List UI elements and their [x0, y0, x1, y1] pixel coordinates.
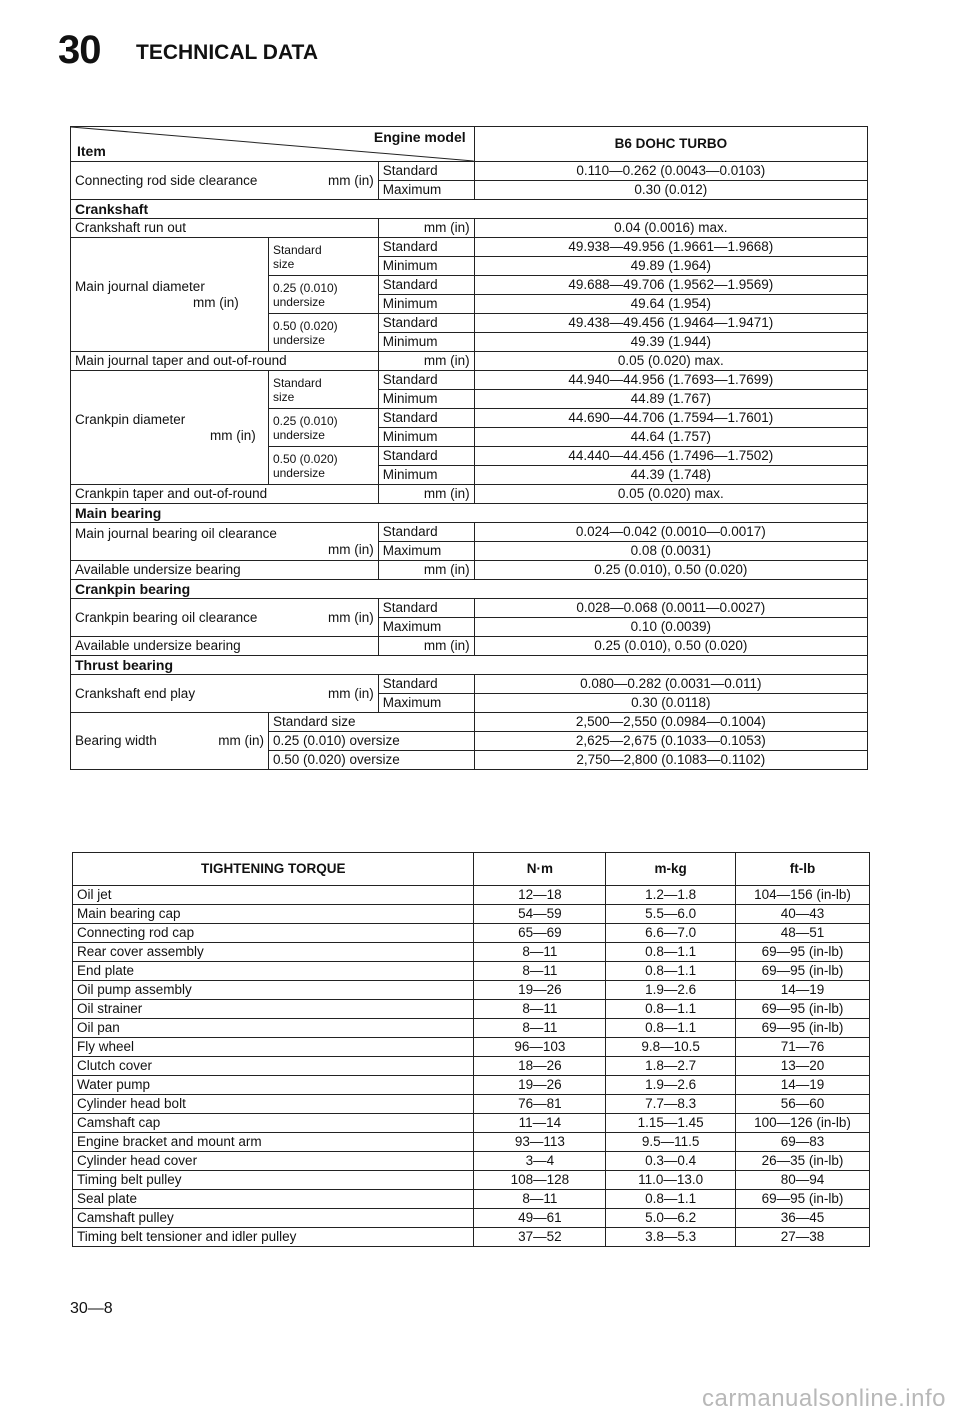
torque-header-mkg: m-kg: [606, 853, 736, 886]
torque-mkg: 5.0—6.2: [606, 1209, 736, 1228]
spec-unit: mm (in): [378, 561, 474, 580]
spec-value: 0.024—0.042 (0.0010—0.0017): [474, 523, 867, 542]
main-journal-label: Main journal diameter: [75, 278, 205, 294]
spec-unit: mm (in): [328, 172, 374, 188]
spec-row: [71, 713, 868, 732]
spec-value: 44.690—44.706 (1.7594—1.7601): [474, 409, 867, 428]
spec-sub: Standard: [378, 371, 474, 390]
torque-row: [73, 1190, 870, 1209]
torque-nm: 8—11: [474, 1190, 606, 1209]
torque-mkg: 1.8—2.7: [606, 1057, 736, 1076]
torque-item: Water pump: [73, 1076, 474, 1095]
torque-row: [73, 1095, 870, 1114]
torque-ftlb: 71—76: [736, 1038, 870, 1057]
torque-row: [73, 981, 870, 1000]
torque-mkg: 0.8—1.1: [606, 962, 736, 981]
torque-mkg: 5.5—6.0: [606, 905, 736, 924]
spec-header-row: [71, 127, 868, 162]
spec-value: 49.688—49.706 (1.9562—1.9569): [474, 276, 867, 295]
torque-ftlb: 26—35 (in-lb): [736, 1152, 870, 1171]
torque-row: [73, 1209, 870, 1228]
torque-row: [73, 1038, 870, 1057]
spec-label: Available undersize bearing: [71, 561, 379, 580]
size-group: 0.50 (0.020) undersize: [268, 447, 378, 485]
spec-value: 49.64 (1.954): [474, 295, 867, 314]
spec-value: 2,500—2,550 (0.0984—0.1004): [474, 713, 867, 732]
torque-row: [73, 1000, 870, 1019]
header-engine-model-label: Engine model: [373, 129, 466, 145]
spec-label: Main journal bearing oil clearance mm (in): [71, 523, 379, 561]
spec-value: 0.110—0.262 (0.0043—0.0103): [474, 162, 867, 181]
torque-ftlb: 56—60: [736, 1095, 870, 1114]
torque-ftlb: 69—83: [736, 1133, 870, 1152]
spec-value: 0.10 (0.0039): [474, 618, 867, 637]
torque-mkg: 9.8—10.5: [606, 1038, 736, 1057]
torque-item: Seal plate: [73, 1190, 474, 1209]
torque-ftlb: 100—126 (in-lb): [736, 1114, 870, 1133]
spec-label: Crankshaft end play mm (in): [71, 675, 379, 713]
spec-value: 44.940—44.956 (1.7693—1.7699): [474, 371, 867, 390]
section-heading: Crankshaft: [71, 200, 868, 219]
torque-row: [73, 943, 870, 962]
spec-row: [71, 219, 868, 238]
torque-mkg: 1.2—1.8: [606, 886, 736, 905]
spec-label: [71, 238, 269, 352]
torque-nm: 54—59: [474, 905, 606, 924]
torque-ftlb: 36—45: [736, 1209, 870, 1228]
torque-nm: 19—26: [474, 981, 606, 1000]
torque-mkg: 0.8—1.1: [606, 1190, 736, 1209]
spec-sub: Maximum: [378, 618, 474, 637]
spec-unit: mm (in): [378, 637, 474, 656]
spec-sub: Minimum: [378, 295, 474, 314]
header-model-name: B6 DOHC TURBO: [474, 127, 867, 162]
spec-unit: mm (in): [218, 733, 264, 748]
torque-item: Cylinder head bolt: [73, 1095, 474, 1114]
torque-mkg: 7.7—8.3: [606, 1095, 736, 1114]
section-number: 30: [58, 28, 101, 72]
torque-mkg: 0.8—1.1: [606, 1000, 736, 1019]
torque-nm: 3—4: [474, 1152, 606, 1171]
torque-row: [73, 1114, 870, 1133]
spec-unit: mm (in): [210, 427, 256, 443]
torque-row: [73, 1076, 870, 1095]
torque-mkg: 6.6—7.0: [606, 924, 736, 943]
spec-value: 0.25 (0.010), 0.50 (0.020): [474, 637, 867, 656]
spec-row: [71, 675, 868, 694]
size-group: Standard size: [268, 371, 378, 409]
torque-nm: 96—103: [474, 1038, 606, 1057]
section-heading-row: [71, 200, 868, 219]
crankpin-label: Crankpin diameter: [75, 411, 186, 427]
spec-sub: Standard: [378, 276, 474, 295]
torque-mkg: 1.15—1.45: [606, 1114, 736, 1133]
torque-ftlb: 13—20: [736, 1057, 870, 1076]
torque-item: Cylinder head cover: [73, 1152, 474, 1171]
torque-item: End plate: [73, 962, 474, 981]
spec-sub: Minimum: [378, 466, 474, 485]
spec-value: 49.938—49.956 (1.9661—1.9668): [474, 238, 867, 257]
torque-ftlb: 14—19: [736, 981, 870, 1000]
torque-nm: 19—26: [474, 1076, 606, 1095]
spec-label: Main journal taper and out-of-round: [71, 352, 379, 371]
spec-value: 2,625—2,675 (0.1033—0.1053): [474, 732, 867, 751]
spec-value: 49.438—49.456 (1.9464—1.9471): [474, 314, 867, 333]
torque-ftlb: 80—94: [736, 1171, 870, 1190]
spec-sub: Standard size: [268, 713, 474, 732]
torque-nm: 8—11: [474, 1000, 606, 1019]
spec-value: 0.080—0.282 (0.0031—0.011): [474, 675, 867, 694]
torque-item: Camshaft pulley: [73, 1209, 474, 1228]
torque-ftlb: 14—19: [736, 1076, 870, 1095]
torque-item: Oil pump assembly: [73, 981, 474, 1000]
spec-sub: Minimum: [378, 333, 474, 352]
torque-nm: 108—128: [474, 1171, 606, 1190]
spec-value: 0.028—0.068 (0.0011—0.0027): [474, 599, 867, 618]
torque-ftlb: 104—156 (in-lb): [736, 886, 870, 905]
torque-row: [73, 1019, 870, 1038]
torque-mkg: 1.9—2.6: [606, 1076, 736, 1095]
torque-item: Oil jet: [73, 886, 474, 905]
spec-unit: mm (in): [378, 485, 474, 504]
spec-unit: mm (in): [328, 685, 374, 701]
spec-sub: Standard: [378, 409, 474, 428]
torque-mkg: 11.0—13.0: [606, 1171, 736, 1190]
spec-sub: Minimum: [378, 390, 474, 409]
torque-mkg: 0.3—0.4: [606, 1152, 736, 1171]
torque-header-ftlb: ft-lb: [736, 853, 870, 886]
spec-sub: Minimum: [378, 257, 474, 276]
torque-nm: 93—113: [474, 1133, 606, 1152]
spec-unit: mm (in): [378, 219, 474, 238]
torque-nm: 37—52: [474, 1228, 606, 1247]
spec-unit: mm (in): [328, 541, 374, 557]
section-heading-row: [71, 580, 868, 599]
spec-label: Available undersize bearing: [71, 637, 379, 656]
torque-item: Fly wheel: [73, 1038, 474, 1057]
spec-unit: mm (in): [378, 352, 474, 371]
torque-ftlb: 48—51: [736, 924, 870, 943]
watermark: carmanualsonline.info: [702, 1385, 946, 1412]
spec-value: 49.89 (1.964): [474, 257, 867, 276]
torque-nm: 11—14: [474, 1114, 606, 1133]
torque-mkg: 1.9—2.6: [606, 981, 736, 1000]
section-heading: Thrust bearing: [71, 656, 868, 675]
size-group: 0.50 (0.020) undersize: [268, 314, 378, 352]
spec-row: [71, 162, 868, 181]
spec-sub: Standard: [378, 523, 474, 542]
torque-table: [72, 852, 870, 1247]
torque-item: Timing belt tensioner and idler pulley: [73, 1228, 474, 1247]
spec-label: Bearing width mm (in): [71, 713, 269, 770]
page-number: 30—8: [70, 1300, 113, 1317]
torque-item: Oil strainer: [73, 1000, 474, 1019]
spec-sub: 0.50 (0.020) oversize: [268, 751, 474, 770]
spec-value: 44.89 (1.767): [474, 390, 867, 409]
torque-nm: 18—26: [474, 1057, 606, 1076]
spec-sub: Standard: [378, 447, 474, 466]
torque-row: [73, 1171, 870, 1190]
torque-row: [73, 924, 870, 943]
torque-ftlb: 69—95 (in-lb): [736, 1019, 870, 1038]
torque-body: [73, 886, 870, 1247]
torque-ftlb: 69—95 (in-lb): [736, 943, 870, 962]
section-heading-row: [71, 656, 868, 675]
spec-value: 2,750—2,800 (0.1083—0.1102): [474, 751, 867, 770]
spec-sub: 0.25 (0.010) oversize: [268, 732, 474, 751]
torque-nm: 76—81: [474, 1095, 606, 1114]
spec-sub: Maximum: [378, 542, 474, 561]
size-group: Standard size: [268, 238, 378, 276]
spec-label: Crankpin bearing oil clearance mm (in): [71, 599, 379, 637]
torque-item: Timing belt pulley: [73, 1171, 474, 1190]
torque-row: [73, 1057, 870, 1076]
torque-mkg: 0.8—1.1: [606, 1019, 736, 1038]
spec-label: Crankshaft run out: [71, 219, 379, 238]
torque-header-item: TIGHTENING TORQUE: [73, 853, 474, 886]
spec-row: [71, 371, 868, 390]
torque-mkg: 3.8—5.3: [606, 1228, 736, 1247]
torque-mkg: 9.5—11.5: [606, 1133, 736, 1152]
torque-header-nm: N·m: [474, 853, 606, 886]
torque-nm: 65—69: [474, 924, 606, 943]
torque-ftlb: 69—95 (in-lb): [736, 962, 870, 981]
torque-nm: 12—18: [474, 886, 606, 905]
torque-ftlb: 69—95 (in-lb): [736, 1190, 870, 1209]
spec-sub: Standard: [378, 238, 474, 257]
section-title: TECHNICAL DATA: [136, 41, 318, 64]
section-heading: Crankpin bearing: [71, 580, 868, 599]
spec-row: [71, 352, 868, 371]
section-heading-row: [71, 504, 868, 523]
spec-value: 44.440—44.456 (1.7496—1.7502): [474, 447, 867, 466]
torque-ftlb: 27—38: [736, 1228, 870, 1247]
spec-row: [71, 599, 868, 618]
spec-label: Connecting rod side clearance mm (in): [71, 162, 379, 200]
spec-value: 0.25 (0.010), 0.50 (0.020): [474, 561, 867, 580]
spec-value: 0.30 (0.012): [474, 181, 867, 200]
torque-mkg: 0.8—1.1: [606, 943, 736, 962]
spec-value: 49.39 (1.944): [474, 333, 867, 352]
section-heading: Main bearing: [71, 504, 868, 523]
torque-nm: 8—11: [474, 962, 606, 981]
size-group: 0.25 (0.010) undersize: [268, 276, 378, 314]
torque-nm: 49—61: [474, 1209, 606, 1228]
torque-row: [73, 962, 870, 981]
torque-item: Engine bracket and mount arm: [73, 1133, 474, 1152]
torque-row: [73, 886, 870, 905]
torque-item: Camshaft cap: [73, 1114, 474, 1133]
spec-label: Crankpin taper and out-of-round: [71, 485, 379, 504]
torque-ftlb: 40—43: [736, 905, 870, 924]
spec-unit: mm (in): [193, 294, 239, 310]
spec-sub: Maximum: [378, 694, 474, 713]
spec-value: 44.64 (1.757): [474, 428, 867, 447]
torque-row: [73, 1152, 870, 1171]
size-group: 0.25 (0.010) undersize: [268, 409, 378, 447]
spec-row: [71, 561, 868, 580]
torque-nm: 8—11: [474, 1019, 606, 1038]
spec-value: 44.39 (1.748): [474, 466, 867, 485]
header-item-label: Item: [77, 143, 106, 159]
torque-row: [73, 1133, 870, 1152]
torque-header-row: [73, 853, 870, 886]
torque-nm: 8—11: [474, 943, 606, 962]
torque-item: Main bearing cap: [73, 905, 474, 924]
spec-table: [70, 126, 868, 770]
spec-unit: mm (in): [328, 609, 374, 625]
spec-value: 0.30 (0.0118): [474, 694, 867, 713]
spec-value: 0.05 (0.020) max.: [474, 352, 867, 371]
spec-sub: Standard: [378, 162, 474, 181]
spec-sub: Standard: [378, 675, 474, 694]
torque-ftlb: 69—95 (in-lb): [736, 1000, 870, 1019]
spec-value: 0.05 (0.020) max.: [474, 485, 867, 504]
spec-row: [71, 637, 868, 656]
spec-sub: Standard: [378, 314, 474, 333]
spec-sub: Maximum: [378, 181, 474, 200]
spec-sub: Standard: [378, 599, 474, 618]
spec-label: [71, 371, 269, 485]
torque-row: [73, 1228, 870, 1247]
torque-item: Connecting rod cap: [73, 924, 474, 943]
spec-value: 0.04 (0.0016) max.: [474, 219, 867, 238]
torque-item: Oil pan: [73, 1019, 474, 1038]
spec-header-cell: [71, 127, 475, 162]
torque-item: Rear cover assembly: [73, 943, 474, 962]
spec-row: [71, 523, 868, 542]
spec-row: [71, 238, 868, 257]
spec-row: [71, 485, 868, 504]
spec-sub: Minimum: [378, 428, 474, 447]
torque-row: [73, 905, 870, 924]
torque-item: Clutch cover: [73, 1057, 474, 1076]
spec-value: 0.08 (0.0031): [474, 542, 867, 561]
